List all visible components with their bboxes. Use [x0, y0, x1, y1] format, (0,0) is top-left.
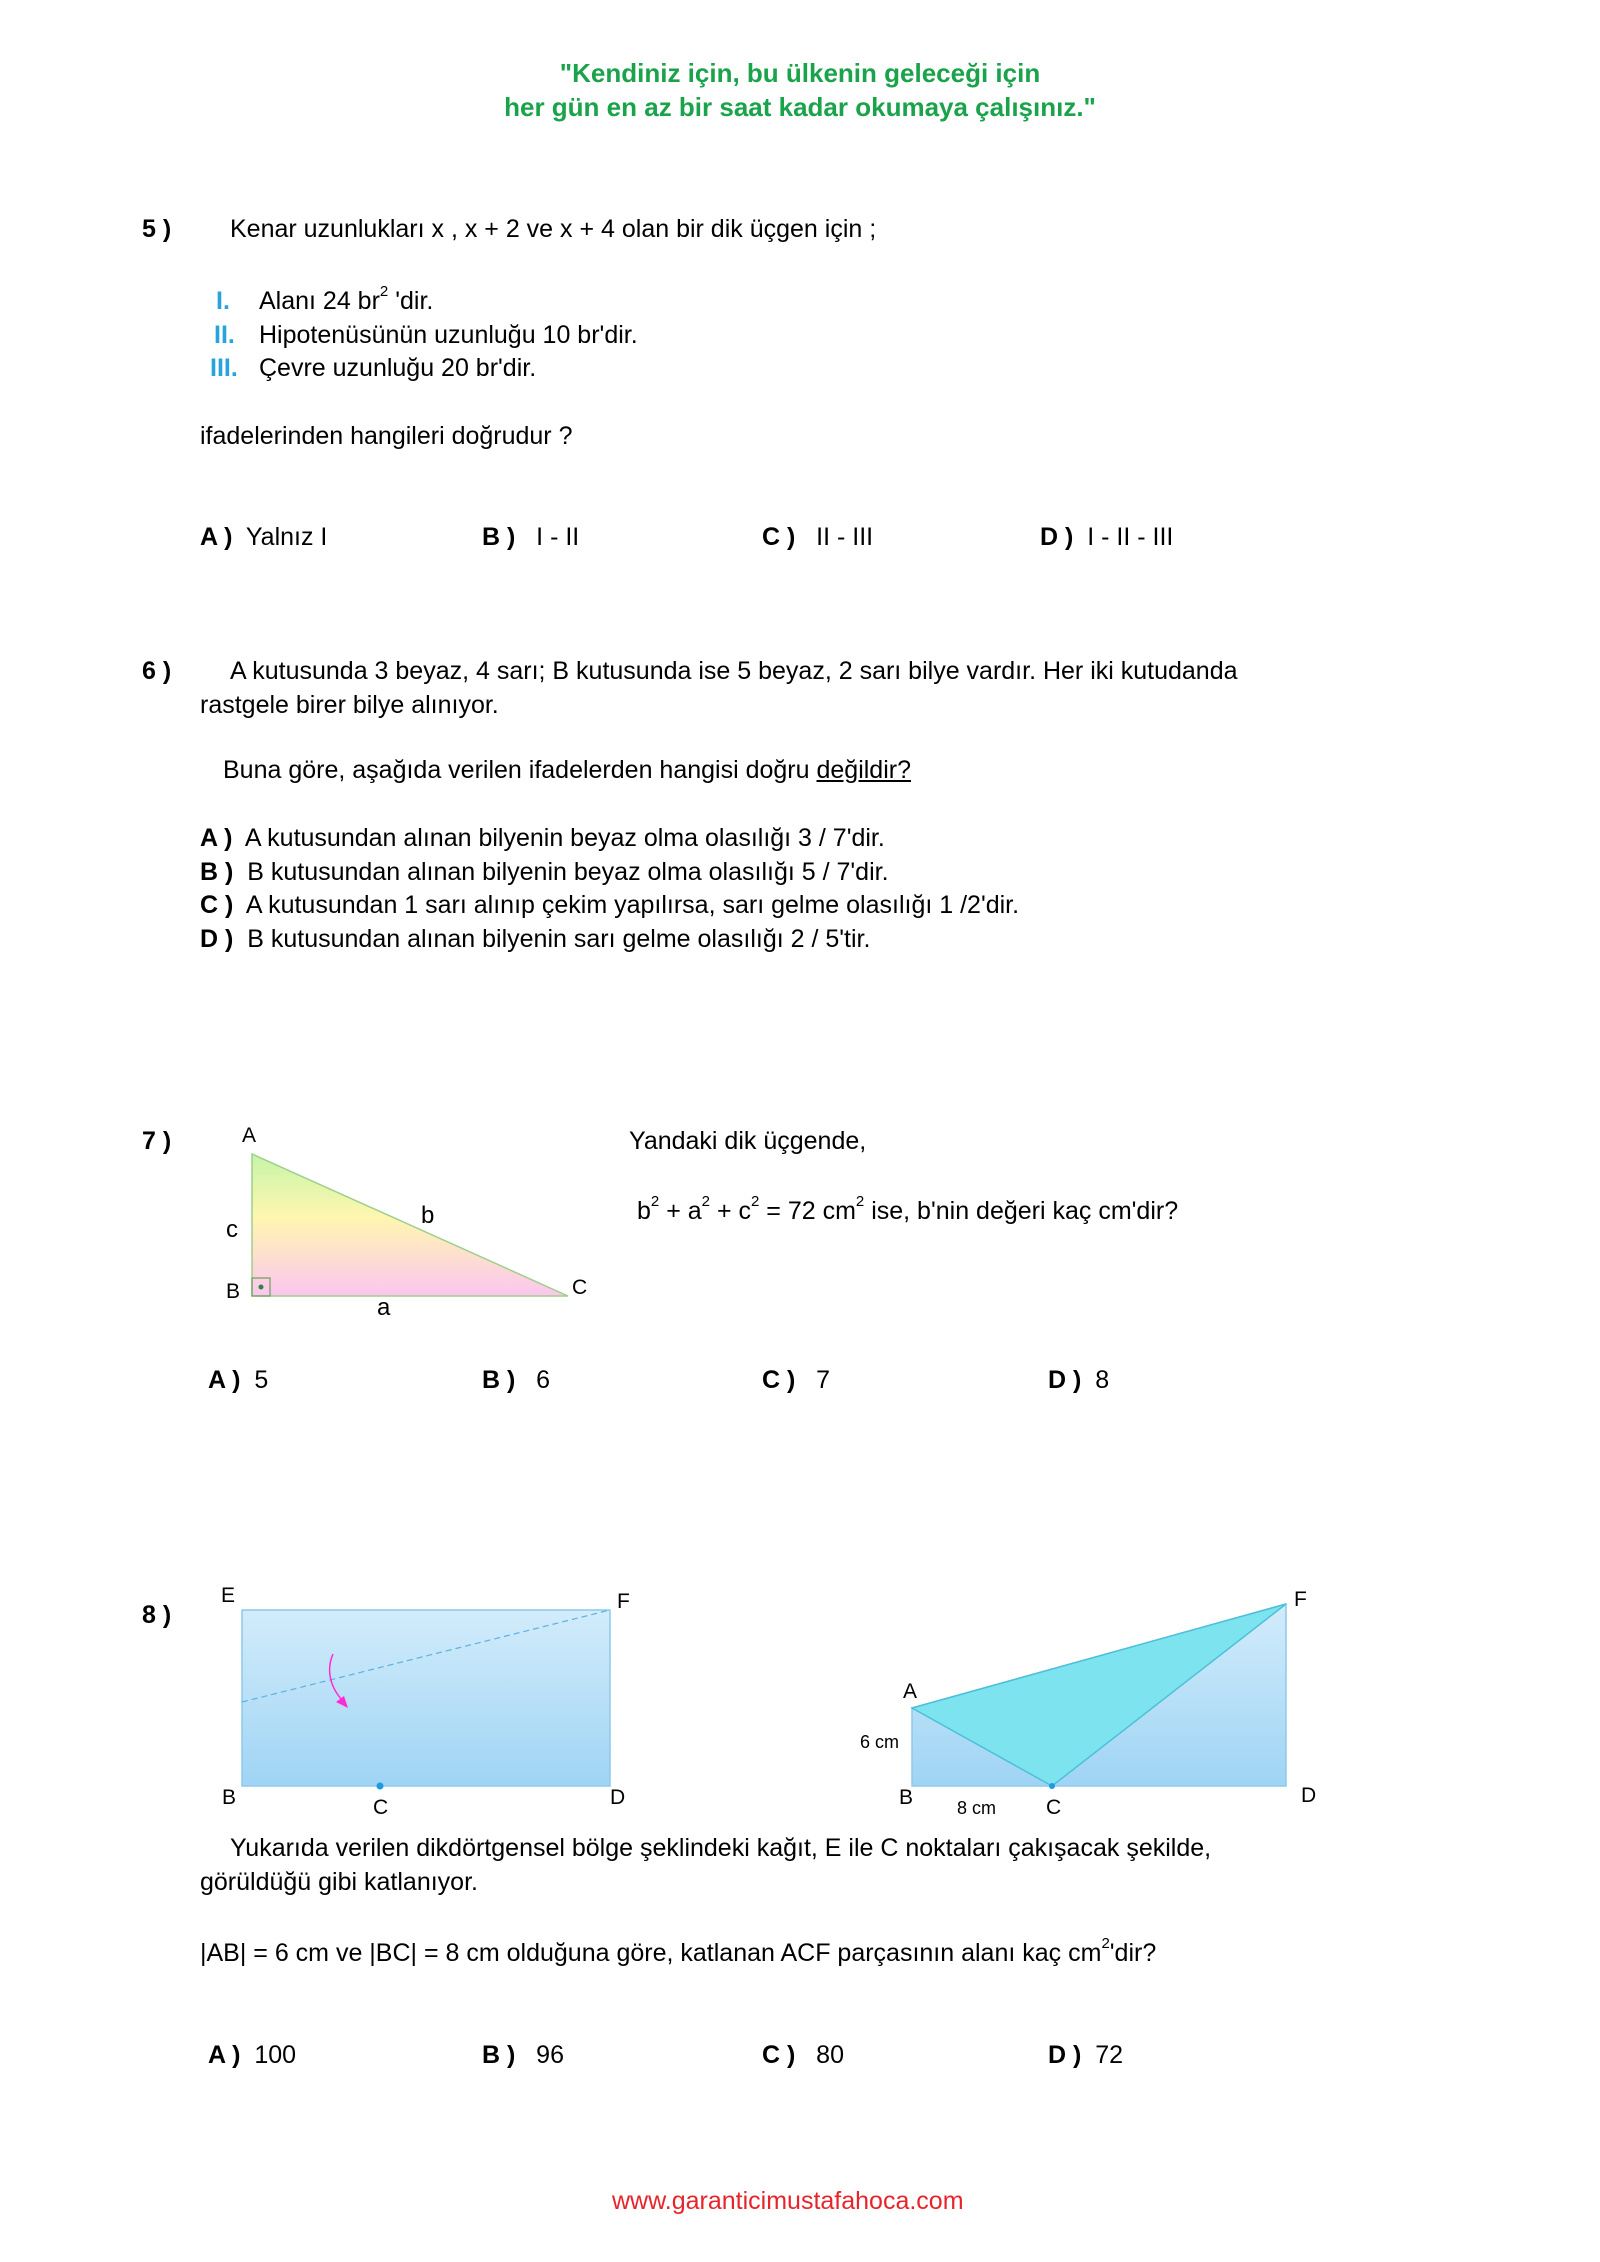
side-label-a: a: [377, 1294, 391, 1321]
vertex-label-a: A: [903, 1680, 918, 1703]
footer-url-link[interactable]: www.garanticimustafahoca.com: [612, 2187, 964, 2215]
answer-option[interactable]: D ) 72: [1048, 2041, 1124, 2069]
triangle-shape: [252, 1154, 568, 1296]
question-prompt: |AB| = 6 cm ve |BC| = 8 cm olduğuna göre, katlanan ACF parçasının alanı kaç $cm^2'dir$?: [200, 1934, 1157, 1967]
answer-option[interactable]: B ) B kutusundan alınan bilyenin beyaz olma olasılığı 5 / 7'dir.: [200, 858, 889, 886]
folded-figure: [900, 1590, 1300, 1800]
point-c-marker: [377, 1783, 384, 1790]
question-stem: A kutusunda 3 beyaz, 4 sarı; B kutusunda ise 5 beyaz, 2 sarı bilye vardır. Her iki kutudanda: [230, 657, 1238, 685]
vertex-label-c: C: [572, 1276, 588, 1299]
statement: Çevre uzunluğu 20 br'dir.: [259, 354, 537, 382]
vertex-label-c: C: [373, 1796, 389, 1819]
answer-option[interactable]: D ) I - II - III: [1040, 523, 1174, 551]
side-label-c: c: [226, 1216, 238, 1243]
roman-numeral: II.: [214, 321, 235, 349]
answer-option[interactable]: B ) 6: [482, 1366, 551, 1394]
right-triangle-figure: [230, 1120, 610, 1320]
answer-option[interactable]: B ) 96: [482, 2041, 564, 2069]
question-stem: rastgele birer bilye alınıyor.: [200, 691, 499, 719]
question-stem: Kenar uzunlukları x , x + 2 ve x + 4 olan bir dik üçgen için ;: [230, 215, 877, 243]
answer-option[interactable]: A ) 5: [208, 1366, 269, 1394]
answer-option[interactable]: C ) II - III: [762, 523, 874, 551]
vertex-label-f: F: [617, 1590, 630, 1613]
vertex-label-d: D: [610, 1786, 626, 1809]
answer-option[interactable]: C ) A kutusundan 1 sarı alınıp çekim yapılırsa, sarı gelme olasılığı 1 /2'dir.: [200, 891, 1020, 919]
answer-option[interactable]: A ) 100: [208, 2041, 297, 2069]
equation: $b^2 + a^2 + c^2 = 72$ $cm^2$ ise, b'nin değeri kaç cm'dir?: [637, 1192, 1179, 1225]
question-number: 5 ): [142, 215, 172, 243]
vertex-label-f: F: [1294, 1588, 1307, 1611]
length-label-bc: 8 cm: [957, 1798, 997, 1818]
question-number: 7 ): [142, 1127, 172, 1155]
answer-option[interactable]: D ) B kutusundan alınan bilyenin sarı gelme olasılığı 2 / 5'tir.: [200, 925, 871, 953]
length-label-ab: 6 cm: [860, 1732, 900, 1752]
question-prompt: Buna göre, aşağıda verilen ifadelerden hangisi doğru değildir?: [223, 756, 911, 784]
vertex-label-d: D: [1301, 1784, 1317, 1807]
question-stem: görüldüğü gibi katlanıyor.: [200, 1868, 478, 1896]
question-prompt: ifadelerinden hangileri doğrudur ?: [200, 422, 573, 450]
point-c-marker: [1049, 1783, 1055, 1789]
side-label-b: b: [421, 1202, 435, 1229]
vertex-label-b: B: [222, 1786, 237, 1809]
vertex-label-e: E: [221, 1584, 236, 1607]
answer-option[interactable]: D ) 8: [1048, 1366, 1110, 1394]
vertex-label-c: C: [1046, 1796, 1062, 1819]
vertex-label-b: B: [899, 1786, 914, 1809]
question-number: 6 ): [142, 657, 172, 685]
paper-rectangle: [242, 1610, 610, 1786]
motto-line-2: her gün en az bir saat kadar okumaya çalışınız.": [504, 92, 1096, 122]
statement: Alanı 24 $br^2$ 'dir.: [259, 282, 434, 315]
answer-option[interactable]: C ) 80: [762, 2041, 844, 2069]
statement: Hipotenüsünün uzunluğu 10 br'dir.: [259, 321, 638, 349]
answer-option[interactable]: A ) A kutusundan alınan bilyenin beyaz olma olasılığı 3 / 7'dir.: [200, 824, 885, 852]
rectangle-figure: [230, 1590, 630, 1800]
question-stem: Yukarıda verilen dikdörtgensel bölge şeklindeki kağıt, E ile C noktaları çakışacak şekilde,: [230, 1834, 1212, 1862]
vertex-label-a: A: [242, 1124, 257, 1147]
vertex-label-b: B: [226, 1280, 241, 1303]
question-number: 8 ): [142, 1601, 172, 1629]
roman-numeral: I.: [216, 287, 230, 315]
answer-option[interactable]: A ) Yalnız I: [200, 523, 328, 551]
question-stem: Yandaki dik üçgende,: [629, 1127, 867, 1155]
motto-line-1: "Kendiniz için, bu ülkenin geleceği için: [559, 58, 1041, 88]
answer-option[interactable]: B ) I - II: [482, 523, 580, 551]
answer-option[interactable]: C ) 7: [762, 1366, 831, 1394]
right-angle-dot: [259, 1285, 264, 1290]
roman-numeral: III.: [210, 354, 238, 382]
